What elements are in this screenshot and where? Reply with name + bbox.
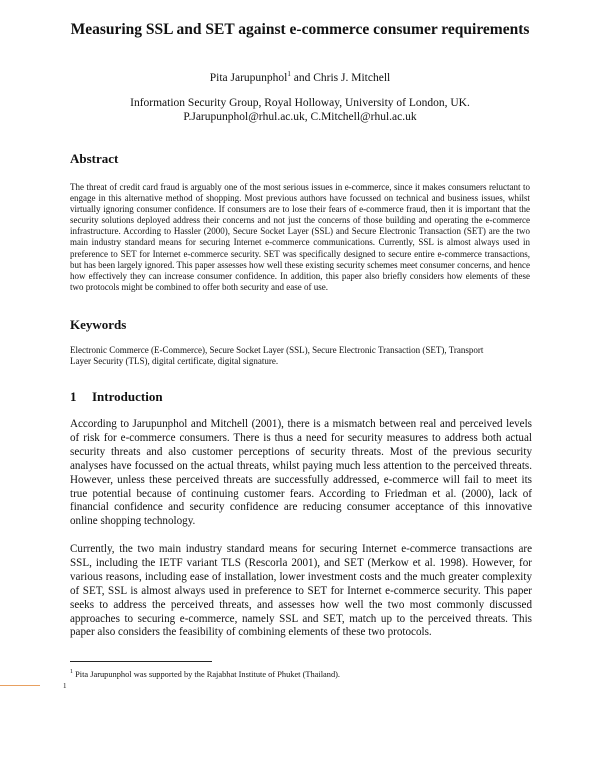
author-emails: P.Jarupunphol@rhul.ac.uk, C.Mitchell@rhul.ac.uk	[183, 111, 417, 123]
page-marker: 1	[63, 682, 67, 690]
abstract-heading: Abstract	[70, 151, 119, 166]
section-heading-introduction	[70, 389, 163, 405]
author-line	[60, 67, 540, 85]
affiliation-block	[60, 96, 540, 124]
abstract-text: The threat of credit card fraud is arguably one of the most serious issues in e-commerce, since it makes consumers reluctant to engage in this alternative method of shopping. Most previous authors have focussed on technical and business issues, whilst virtually ignoring consumer confidence. If consumers are to lose their fears of e-commerce fraud, then it is important that the security solutions deployed address their concerns and not just the concerns of those building and operating the e-commerce infrastructure. According to Hassler (2000), Secure Socket Layer (SSL) and Secure Electronic Transaction (SET) are the two main industry standard means for securing Internet e-commerce communications. Currently, SSL is almost always used in preference to SET for Internet e-commerce security. SET was specifically designed to secure entire e-commerce transactions, but has been largely ignored. This paper assesses how well these existing security schemes meet consumer concerns, and hence how effectively they can increase consumer confidence. In addition, this paper also briefly considers how elements of these two protocols might be combined to offer both security and ease of use.	[70, 182, 530, 292]
page-edge-line	[0, 685, 40, 686]
footnote-text: Pita Jarupunphol was supported by the Rajabhat Institute of Phuket (Thailand).	[73, 669, 341, 679]
footnote	[70, 667, 340, 680]
section-title: Introduction	[92, 389, 163, 404]
footnote-mark: 1	[70, 669, 73, 675]
author-joiner: and	[290, 71, 314, 84]
section-number: 1	[70, 389, 77, 404]
author-1-footnote-mark[interactable]: 1	[287, 70, 291, 78]
keywords-heading: Keywords	[70, 317, 127, 332]
introduction-paragraph-1: According to Jarupunphol and Mitchell (2001), there is a mismatch between real and perceived levels of risk for e-commerce consumers. There is thus a need for security measures to address both actual security threats and also customer perceptions of security threats. Most of the previous security analyses have focussed on the actual threats, whilst paying much less attention to the perceived threats. However, unless these perceived threats are successfully addressed, e-commerce will fail to meet its true potential because of continuing customer fears. According to Friedman et al. (2000), lack of financial confidence and security confidence are reducing consumer acceptance of this innovative online shopping technology.	[70, 418, 532, 528]
author-1: Pita Jarupunphol	[209, 71, 288, 84]
author-2: Chris J. Mitchell	[313, 71, 391, 84]
keywords-text: Electronic Commerce (E-Commerce), Secure Socket Layer (SSL), Secure Electronic Transaction (SET), Transport Layer Security (TLS), digital certificate, digital signature.	[70, 345, 484, 367]
footnote-divider	[70, 661, 212, 662]
introduction-paragraph-2: Currently, the two main industry standard means for securing Internet e-commerce transactions are SSL, including the IETF variant TLS (Rescorla 2001), and SET (Merkow et al. 1998). However, for various reasons, including ease of installation, lower investment costs and the much greater complexity of SET, SSL is almost always used in preference to SET for Internet e-commerce security. This paper seeks to address the perceived threats, and assesses how well the two most commonly discussed approaches to securing e-commerce, namely SSL and SET, match up to the perceived threats. This paper also considers the feasibility of combining elements of these two protocols.	[70, 543, 532, 639]
affiliation: Information Security Group, Royal Holloway, University of London, UK.	[130, 97, 470, 109]
paper-title: Measuring SSL and SET against e-commerce consumer requirements	[70, 21, 530, 38]
